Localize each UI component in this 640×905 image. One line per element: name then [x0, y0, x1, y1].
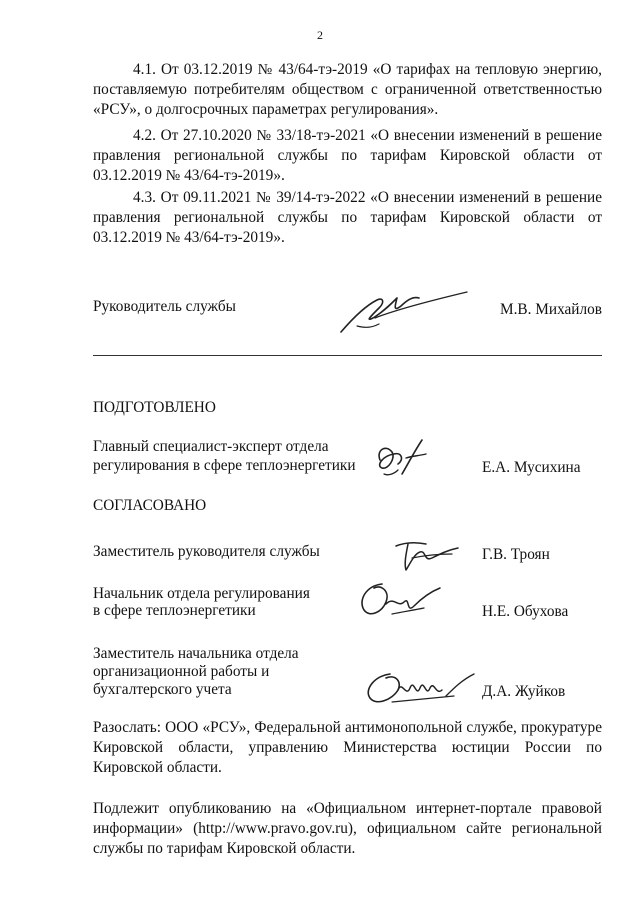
- clause-4-1: [93, 60, 602, 120]
- page-number: 2: [317, 28, 323, 42]
- prepared-position-line: Главный специалист-эксперт отдела: [93, 438, 329, 455]
- signer-signature-image: [352, 574, 444, 622]
- signer-position-line: Начальник отдела регулирования: [93, 585, 310, 602]
- publication-line: Подлежит опубликованию на «Официальном интернет-портале правовой: [93, 800, 602, 817]
- distribution-line: Кировской области.: [93, 759, 222, 776]
- signer-position-line: организационной работы и: [93, 663, 270, 680]
- signer-name: Н.Е. Обухова: [482, 603, 569, 620]
- signer-signature-image: [392, 532, 464, 574]
- signer-name: Г.В. Троян: [482, 546, 550, 563]
- clause-4-2: [93, 126, 602, 186]
- agreed-heading: СОГЛАСОВАНО: [93, 497, 207, 514]
- prepared-name: Е.А. Мусихина: [482, 459, 581, 476]
- clause-line: правления региональной службы по тарифам Кировской области от: [93, 209, 602, 226]
- clause-line: 4.3. От 09.11.2021 № 39/14-тэ-2022 «О внесении изменений в решение: [133, 189, 602, 206]
- separator-line: [93, 355, 602, 356]
- prepared-signature-image: [372, 434, 432, 480]
- distribution-block: [93, 718, 602, 778]
- distribution-line: Кировской области, управлению Министерства юстиции России по: [93, 739, 602, 756]
- publication-line: службы по тарифам Кировской области.: [93, 840, 356, 857]
- signer-position-line: бухгалтерского учета: [93, 681, 232, 698]
- clause-line: 03.12.2019 № 43/64-тэ-2019».: [93, 229, 285, 246]
- signer-position-line: Заместитель руководителя службы: [93, 543, 320, 560]
- head-title: Руководитель службы: [93, 298, 236, 315]
- prepared-heading: ПОДГОТОВЛЕНО: [93, 399, 216, 416]
- head-signature-image: [335, 288, 475, 336]
- clause-line: поставляемую потребителям обществом с ограниченной ответственностью: [93, 81, 602, 98]
- publication-line: информации» (http://www.pravo.gov.ru), официальном сайте региональной: [93, 820, 602, 837]
- prepared-position-line: регулирования в сфере теплоэнергетики: [93, 457, 356, 474]
- signer-signature-image: [362, 668, 478, 708]
- clause-4-3: [93, 188, 602, 248]
- clause-line: «РСУ», о долгосрочных параметрах регулирования».: [93, 101, 439, 118]
- signer-position-line: Заместитель начальника отдела: [93, 645, 299, 662]
- clause-line: 4.2. От 27.10.2020 № 33/18-тэ-2021 «О внесении изменений в решение: [133, 127, 602, 144]
- clause-line: 03.12.2019 № 43/64-тэ-2019».: [93, 167, 285, 184]
- distribution-line: Разослать: ООО «РСУ», Федеральной антимонопольной службе, прокуратуре: [93, 719, 602, 736]
- clause-line: правления региональной службы по тарифам Кировской области от: [93, 147, 602, 164]
- signer-position-line: в сфере теплоэнергетики: [93, 602, 256, 619]
- publication-block: [93, 799, 602, 859]
- head-name: М.В. Михайлов: [500, 301, 602, 318]
- clause-line: 4.1. От 03.12.2019 № 43/64-тэ-2019 «О тарифах на тепловую энергию,: [133, 61, 602, 78]
- signer-name: Д.А. Жуйков: [482, 683, 566, 700]
